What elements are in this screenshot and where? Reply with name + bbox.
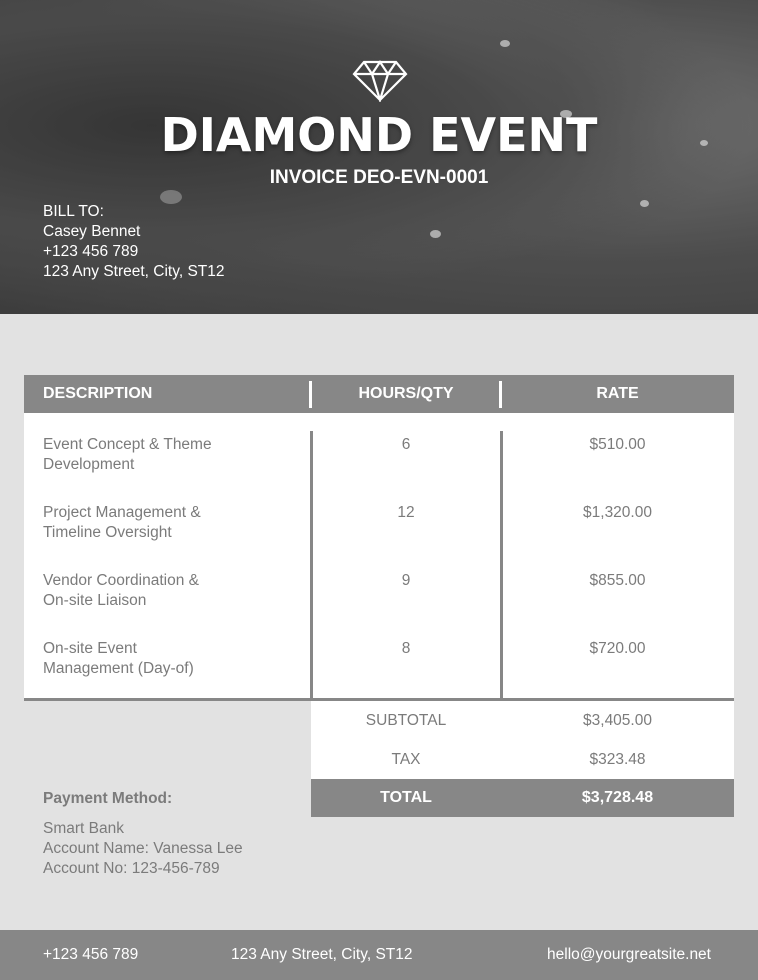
invoice-number: INVOICE DEO-EVN-0001 [269,167,489,188]
footer-email: hello@yourgreatsite.net [547,946,711,963]
item-rate: $510.00 [589,436,646,453]
confetti [500,40,510,47]
bill-to-phone: +123 456 789 [43,243,139,260]
divider [499,381,502,408]
total-value: $3,728.48 [581,789,654,806]
item-description: Project Management & [43,504,201,521]
table-row [24,639,734,707]
invoice-table [24,375,734,701]
item-qty: 12 [397,504,415,521]
confetti [640,200,649,207]
tax-label: TAX [391,750,421,768]
item-description: On-site Liaison [43,592,147,609]
item-qty: 9 [401,572,411,589]
item-description: Event Concept & Theme [43,436,212,453]
footer-address: 123 Any Street, City, ST12 [231,946,413,963]
account-name: Account Name: Vanessa Lee [43,840,243,857]
item-description: Vendor Coordination & [43,572,199,589]
item-rate: $720.00 [589,640,646,657]
table-body [24,413,734,698]
bill-to [43,202,225,282]
total-label: TOTAL [380,789,432,806]
brand-title: DIAMOND EVENT [160,108,598,162]
subtotal-value: $3,405.00 [583,711,652,729]
payment-method-label: Payment Method: [43,790,173,807]
item-qty: 6 [401,436,411,453]
bill-to-label: BILL TO: [43,203,104,220]
column-rate: RATE [596,385,639,402]
item-rate: $1,320.00 [583,504,652,521]
item-description: Management (Day-of) [43,660,194,677]
total-row [311,779,734,817]
footer-phone: +123 456 789 [43,946,139,963]
table-row [24,435,734,503]
confetti [430,230,441,238]
bill-to-name: Casey Bennet [43,223,141,240]
account-number: Account No: 123-456-789 [43,860,220,877]
table-row [24,571,734,639]
footer [0,930,758,980]
divider [309,381,312,408]
column-hours: HOURS/QTY [358,385,454,402]
bill-to-address: 123 Any Street, City, ST12 [43,263,225,280]
subtotal-label: SUBTOTAL [365,711,447,729]
diamond-icon [352,60,408,102]
item-description: On-site Event [43,640,137,657]
summary [311,701,734,779]
subtotal-row [311,701,734,740]
item-qty: 8 [401,640,411,657]
divider [310,431,313,698]
item-rate: $855.00 [589,572,646,589]
item-description: Development [43,456,135,473]
tax-value: $323.48 [589,750,646,768]
column-description: DESCRIPTION [43,385,153,402]
divider [500,431,503,698]
tax-row [311,740,734,779]
bank-name: Smart Bank [43,820,124,837]
hero-photo [0,0,758,314]
table-header [24,375,734,413]
item-description: Timeline Oversight [43,524,172,541]
payment-info [43,819,243,879]
table-row [24,503,734,571]
